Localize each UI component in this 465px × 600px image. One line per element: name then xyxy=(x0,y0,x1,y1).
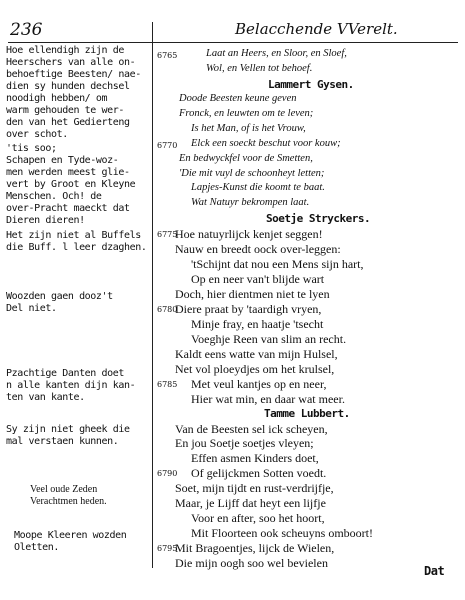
header-rule xyxy=(8,42,458,43)
verse-line: Doode Beesten keune geven xyxy=(179,92,297,104)
verse-line: Fronck, en leuwten om te leven; xyxy=(179,107,314,119)
running-head: Belacchende VVerelt. xyxy=(235,20,398,38)
verse-line: Mit Floorteen ook scheuyns omboort! xyxy=(191,526,373,541)
line-number: 6775 xyxy=(157,230,178,240)
speaker-name: Tamme Lubbert. xyxy=(264,406,350,420)
speaker-name: Lammert Gysen. xyxy=(268,77,354,91)
verse-line: Soet, mijn tijdt en rust-verdrijfje, xyxy=(175,481,334,496)
marginal-note: Pzachtige Danten doet n alle kanten dijn kan- ten van kante. xyxy=(6,368,136,403)
verse-line: Wol, en Vellen tot behoef. xyxy=(206,62,313,74)
line-number: 6770 xyxy=(157,140,178,150)
verse-line: Voor en after, soo het hoort, xyxy=(191,511,325,526)
page-number: 236 xyxy=(10,20,43,40)
verse-line: 'tSchijnt dat nou een Mens sijn hart, xyxy=(191,257,364,272)
marginal-note: Veel oude Zeden Verachtmen heden. xyxy=(30,484,107,507)
verse-line: Hier wat min, en daar wat meer. xyxy=(191,391,345,406)
verse-line: Of gelijckmen Sotten voedt. xyxy=(191,466,327,481)
marginal-note: Het zijn niet al Buffels die Buff. l leer dzaghen. xyxy=(6,230,147,253)
verse-line: Is het Man, of is het Vrouw, xyxy=(191,122,306,134)
marginal-note: 'tis soo; Schapen en Tyde-woz- men werden meest glie- vert by Groot en Kleyne Menschen. Och! de over-Pracht maeckt dat Dieren dieren! xyxy=(6,143,136,226)
verse-line: Net vol ploeydjes om het krulsel, xyxy=(175,361,335,376)
verse-line: Laat an Heers, en Sloor, en Sloef, xyxy=(206,48,347,59)
speaker-name: Soetje Stryckers. xyxy=(266,212,371,226)
verse-line: Met veul kantjes op en neer, xyxy=(191,376,327,391)
line-number: 6780 xyxy=(157,305,178,314)
verse-line: Die mijn oogh soo wel bevielen xyxy=(175,556,328,570)
marginal-note: Moope Kleeren wozden Oletten. xyxy=(14,530,127,553)
line-number: 6790 xyxy=(157,469,178,479)
verse-line: Elck een soeckt beschut voor kouw; xyxy=(191,137,341,149)
verse-line: Lapjes-Kunst die koomt te baat. xyxy=(191,182,325,194)
verse-line: Maar, je Lijff dat heyt een lijfje xyxy=(175,496,326,511)
verse-line: Kaldt eens watte van mijn Hulsel, xyxy=(175,346,338,361)
verse-line: Voeghje Reen van slim an recht. xyxy=(191,331,347,346)
verse-line: Mit Bragoentjes, lijck de Wielen, xyxy=(175,541,335,556)
verse-line: 'Die mit vuyl de schoonheyt letten; xyxy=(179,167,325,179)
verse-line: En jou Soetje soetjes vleyen; xyxy=(175,436,314,451)
verse-line: Op en neer van't blijde wart xyxy=(191,272,325,287)
line-number: 6785 xyxy=(157,379,178,389)
line-number: 6765 xyxy=(157,51,178,60)
line-number: 6795 xyxy=(157,544,178,554)
catchword: Dat xyxy=(424,564,445,578)
verse-line: Hoe natuyrlijck kenjet seggen! xyxy=(175,227,323,242)
marginal-note: Hoe ellendigh zijn de Heerschers van alle on- behoeftige Beesten/ nae- dien sy hunden dechsel noodigh hebben/ om warm gehouden te wer- den van het Gedierteng over schot. xyxy=(6,45,141,140)
verse-line: Diere praat by 'taardigh vryen, xyxy=(175,302,322,316)
verse-line: Wat Natuyr bekrompen laat. xyxy=(191,197,310,209)
verse-line: En bedwyckfel voor de Smetten, xyxy=(179,152,313,164)
verse-line: Effen asmen Kinders doet, xyxy=(191,451,319,466)
verse-line: Doch, hier dientmen niet te lyen xyxy=(175,287,330,302)
verse-line: Nauw en breedt oock over-leggen: xyxy=(175,242,341,257)
verse-line: Minje fray, en haatje 'tsecht xyxy=(191,316,324,331)
marginal-note: Woozden gaen dooz't Del niet. xyxy=(6,291,113,314)
marginal-note: Sy zijn niet gheek die mal verstaen kunnen. xyxy=(6,424,130,447)
verse-line: Van de Beesten sel ick scheyen, xyxy=(175,421,328,436)
